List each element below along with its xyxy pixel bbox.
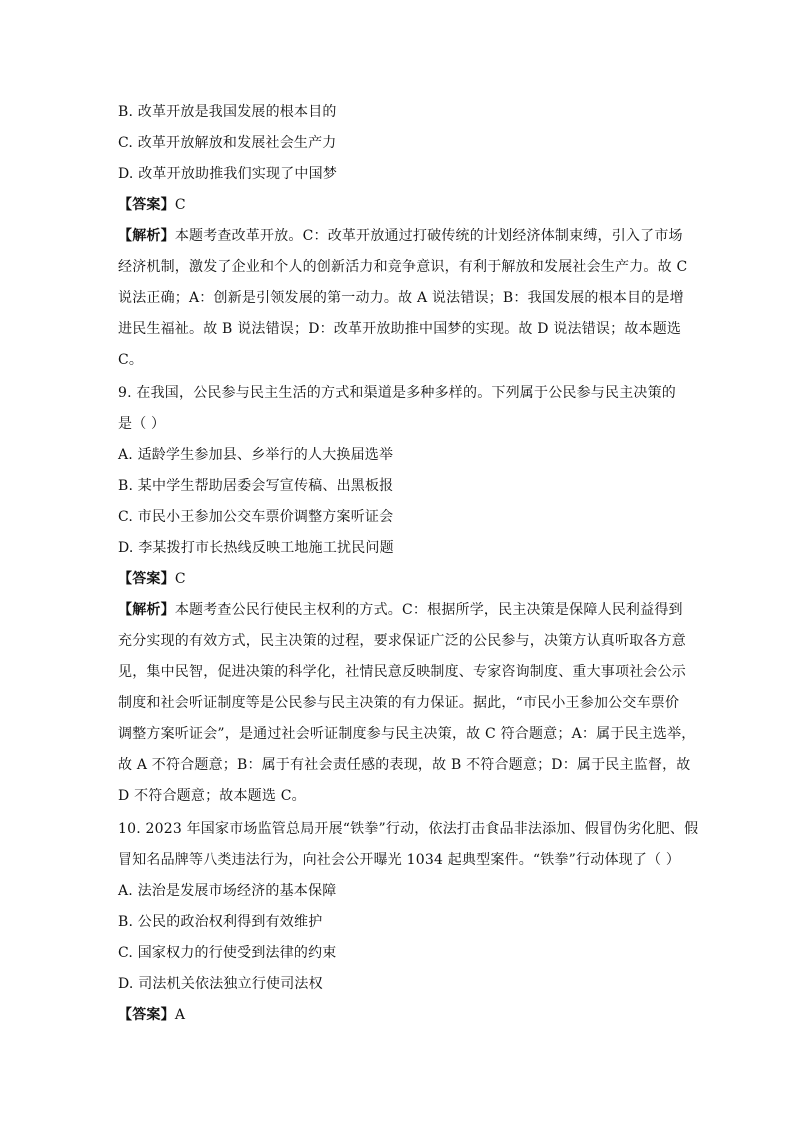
- q9-option-d: D. 李某拨打市长热线反映工地施工扰民问题: [118, 540, 394, 556]
- q9-analysis-line-1: [118, 600, 683, 620]
- q10-option-d: D. 司法机关依法独立行使司法权: [118, 976, 323, 992]
- q9-option-c: C. 市民小王参加公交车票价调整方案听证会: [118, 509, 394, 525]
- q9-analysis-line-3: 见，集中民智，促进决策的科学化，社情民意反映制度、专家咨询制度、重大事项社会公示: [118, 664, 686, 680]
- q9-answer: [118, 569, 186, 589]
- q8-analysis-line-1: [118, 226, 683, 246]
- answer-label: 【答案】: [118, 1007, 175, 1023]
- q9-analysis-line-5: 调整方案听证会”，是通过社会听证制度参与民主决策，故 C 符合题意；A：属于民主选举，: [118, 726, 696, 742]
- analysis-text: 本题考查改革开放。C：改革开放通过打破传统的计划经济体制束缚，引入了市场: [174, 228, 683, 244]
- analysis-label: 【解析】: [118, 228, 175, 244]
- q8-option-b: B. 改革开放是我国发展的根本目的: [118, 104, 337, 120]
- answer-label: 【答案】: [118, 197, 175, 213]
- q8-analysis-line-3: 说法正确；A：创新是引领发展的第一动力。故 A 说法错误；B：我国发展的根本目的是增: [118, 290, 684, 306]
- answer-label: 【答案】: [118, 571, 175, 587]
- q8-option-c: C. 改革开放解放和发展社会生产力: [118, 135, 337, 151]
- analysis-text: 本题考查公民行使民主权利的方式。C：根据所学，民主决策是保障人民利益得到: [174, 602, 683, 618]
- q9-analysis-line-7: D 不符合题意；故本题选 C。: [118, 788, 306, 804]
- q8-analysis-line-4: 进民生福祉。故 B 说法错误；D：改革开放助推中国梦的实现。故 D 说法错误；故本题选: [118, 321, 682, 337]
- analysis-label: 【解析】: [118, 602, 175, 618]
- q8-analysis-line-5: C。: [118, 352, 144, 368]
- q10-stem-line-1: 10. 2023 年国家市场监管总局开展“铁拳”行动，依法打击食品非法添加、假冒伪劣化肥、假: [118, 821, 699, 837]
- q8-option-d: D. 改革开放助推我们实现了中国梦: [118, 166, 338, 182]
- q9-option-a: A. 适龄学生参加县、乡举行的人大换届选举: [118, 447, 394, 463]
- q9-analysis-line-2: 充分实现的有效方式，民主决策的过程，要求保证广泛的公民参与，决策方认真听取各方意: [118, 633, 686, 649]
- q8-analysis-line-2: 经济机制，激发了企业和个人的创新活力和竞争意识，有利于解放和发展社会生产力。故 C: [118, 259, 688, 275]
- q10-option-b: B. 公民的政治权利得到有效维护: [118, 914, 323, 930]
- answer-value: C: [174, 571, 186, 587]
- q10-option-a: A. 法治是发展市场经济的基本保障: [118, 883, 337, 899]
- q9-analysis-line-4: 制度和社会听证制度等是公民参与民主决策的有力保证。据此，“市民小王参加公交车票价: [118, 695, 680, 711]
- q9-analysis-line-6: 故 A 不符合题意；B：属于有社会责任感的表现，故 B 不符合题意；D：属于民主监督，故: [118, 757, 691, 773]
- q9-stem-line-1: 9. 在我国，公民参与民主生活的方式和渠道是多种多样的。下列属于公民参与民主决策的: [118, 385, 677, 401]
- q9-stem-line-2: 是（ ）: [118, 416, 166, 432]
- answer-value: C: [174, 197, 186, 213]
- q10-option-c: C. 国家权力的行使受到法律的约束: [118, 945, 337, 961]
- answer-value: A: [174, 1007, 186, 1023]
- q8-answer: [118, 195, 186, 215]
- q9-option-b: B. 某中学生帮助居委会写宣传稿、出黑板报: [118, 478, 394, 494]
- q10-stem-line-2: 冒知名品牌等八类违法行为，向社会公开曝光 1034 起典型案件。“铁拳”行动体现了（ ）: [118, 852, 681, 868]
- q10-answer: [118, 1005, 185, 1025]
